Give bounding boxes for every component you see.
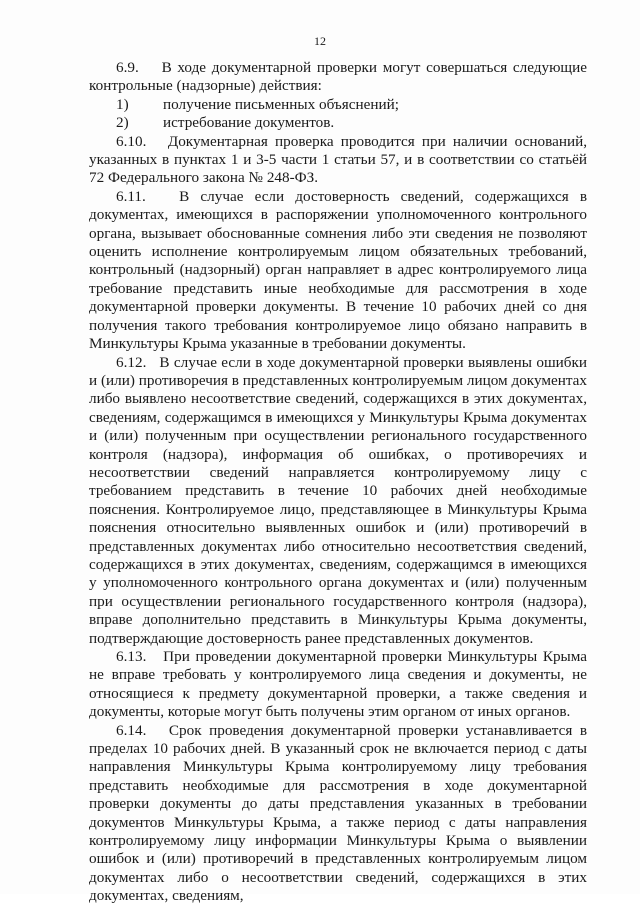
paragraph-6-13: 6.13. При проведении документарной проверки Минкультуры Крыма не вправе требовать у контролируемого лица сведения и документы, не относящиеся к предмету документарной проверки, а также сведения и документы, которые могут быть получены этим органом от иных органов. <box>89 648 587 721</box>
list-item-number: 1) <box>116 95 129 113</box>
paragraph-6-12: 6.12. В случае если в ходе документарной проверки выявлены ошибки и (или) противоречия в представленных контролируемым лицом документах либо выявлено несоответствие сведений, содержащихся в этих документах, сведениям, содержащимся в имеющихся у Минкультуры Крыма документах и (или) полученным при осуществлении регионального государственного контроля (надзора), информация об ошибках, о противоречиях и несоответствии сведений направляется контролируемому лицу с требованием представить в течение 10 рабочих дней необходимые пояснения. Контролируемое лицо, представляющее в Минкультуры Крыма пояснения относительно выявленных ошибок и (или) противоречий в представленных документах либо относительно несоответствия сведений, содержащихся в этих документах, сведениям, содержащимся в имеющихся у уполномоченного контрольного органа документах и (или) полученным при осуществлении регионального государственного контроля (надзора), вправе дополнительно представить в Минкультуры Крыма документы, подтверждающие достоверность ранее представленных документов. <box>89 353 587 647</box>
list-item-number: 2) <box>116 114 129 132</box>
paragraph-6-10: 6.10. Документарная проверка проводится при наличии оснований, указанных в пунктах 1 и 3-5 части 1 статьи 57, и в соответствии со статьёй 72 Федерального закона № 248-ФЗ. <box>89 132 587 187</box>
paragraph-6-11: 6.11. В случае если достоверность сведений, содержащихся в документах, имеющихся в распоряжении уполномоченного контрольного органа, вызывает обоснованные сомнения либо эти сведения не позволяют оценить исполнение контролируемым лицом обязательных требований, контрольный (надзорный) орган направляет в адрес контролируемого лица требование представить иные необходимые для рассмотрения в ходе документарной проверки документы. В течение 10 рабочих дней со дня получения такого требования контролируемое лицо обязано направить в Минкультуры Крыма указанные в требовании документы. <box>89 187 587 353</box>
paragraph-6-14: 6.14. Срок проведения документарной проверки устанавливается в пределах 10 рабочих дней. В указанный срок не включается период с даты направления Минкультуры Крыма контролируемому лицу требования представить необходимые для рассмотрения в ходе документарной проверки документы до даты представления указанных в требовании документов Минкультуры Крыма, а также период с даты направления контролируемому лицу информации Минкультуры Крыма о выявлении ошибок и (или) противоречий в представленных контролируемым лицом документах либо о несоответствии сведений, содержащихся в этих документах, сведениям, <box>89 721 587 905</box>
list-item <box>89 114 587 132</box>
paragraph-6-9: 6.9. В ходе документарной проверки могут совершаться следующие контрольные (надзорные) действия: <box>89 59 587 95</box>
list-item <box>89 96 587 114</box>
list-item-text: истребование документов. <box>163 114 335 132</box>
page-number: 12 <box>314 34 326 48</box>
document-body <box>89 59 587 906</box>
list-item-text: получение письменных объяснений; <box>163 95 399 113</box>
